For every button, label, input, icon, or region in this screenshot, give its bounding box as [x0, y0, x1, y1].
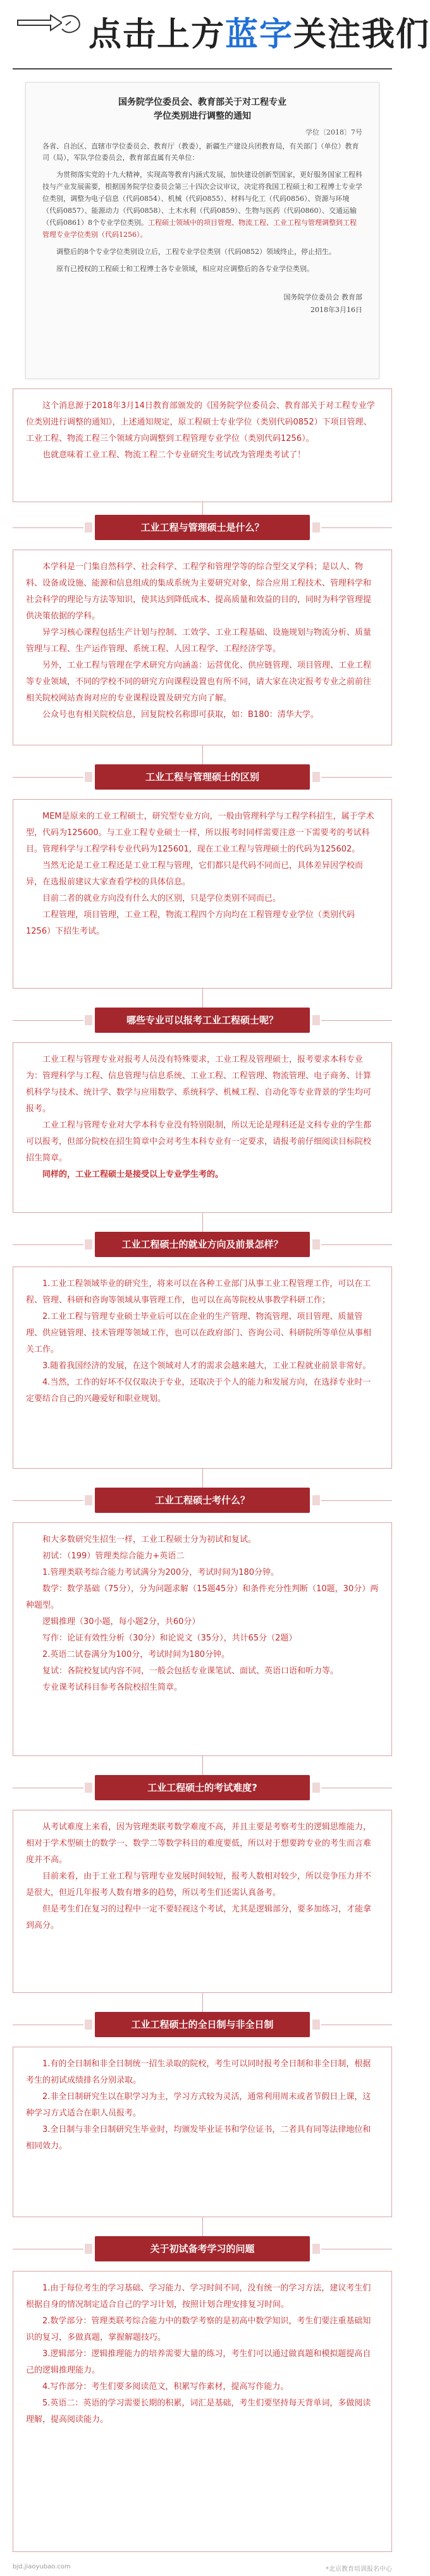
section-heading: 工业工程与管理硕士的区别	[0, 764, 405, 790]
section-heading: 工业工程硕士考什么？	[0, 1488, 405, 1513]
intro-text: 这个消息源于2018年3月14日教育部颁发的《国务院学位委员会、教育部关于对工程专业学位类别进行调整的通知》，上述通知规定，原工程硕士专业学位（类别代码0852）下项目管理、工业工程、物流工程三个领域方向调整到工程管理专业学位（类别代码1256）。	[26, 401, 375, 443]
notice-recipients: 各省、自治区、直辖市学位委员会、教育厅（教委），新疆生产建设兵团教育局，有关部门（单位）教育司（局），军队学位委员会，教育部直属有关单位：	[42, 142, 359, 162]
section-heading: 工业工程与管理硕士是什么？	[0, 515, 405, 540]
pointing-hand-icon	[13, 6, 82, 44]
footer	[0, 2560, 405, 2576]
intro-text-2: 也就意味着工业工程、物流工程二个专业研究生考试改为管理类考试了！	[42, 450, 306, 460]
notice-paragraph: 为贯彻落实党的十九大精神，实现高等教育内涵式发展，加快建设创新型国家，更好服务国家工程科技与产业发展需要，根据国务院学位委员会第三十四次会议审议，决定将我国工程硕士和工程博士专业学位类别，调整为电子信息（代码0854）、机械（代码0855）、材料与化工（代码0856）、资源与环境（代码0857）、能源动力（代码0858）、土木水利（代码0859）、生物与医药（代码0860）、交通运输（代码0861）8个专业学位类别。工程硕士领域中的项目管理、物流工程、工业工程与管理调整到工程管理专业学位类别（代码1256）。	[42, 171, 362, 239]
notice-title: 国务院学位委员会、教育部关于对工程专业 学位类别进行调整的通知	[118, 97, 286, 121]
banner-rule	[13, 68, 392, 69]
banner-suffix: 关注我们	[293, 16, 430, 54]
section-box: 1.有的全日制和非全日制统一招生录取的院校，考生可以同时报考全日制和非全日制，根据考生的初试成绩排名分别录取。 2.非全日制研究生以在职学习为主，学习方式较为灵活，通常利用周末或者节假日上课，这种学习方式适合在职人员报考。 3.全日制与非全日制研究生毕业时，均颁发毕业证书和学位证书，二者具有同等法律地位和相同效力。	[13, 2047, 392, 2217]
intro-box	[13, 388, 392, 502]
banner-prefix: 点击上方	[89, 16, 226, 54]
header-banner	[0, 0, 430, 76]
section-box: 工业工程与管理专业对报考人员没有特殊要求，工业工程及管理硕士，报考要求本科专业为：管理科学与工程、信息管理与信息系统、工业工程、工程管理、物流管理、电子商务、计算机科学与技术、统计学、数学与应用数学、系统科学、机械工程、自动化等专业背景的学生均可报考。 工业工程与管理专业对大学本科专业没有特别限制，所以无论是理科还是文科专业的学生都可以报考，但部分院校在招生简章中会对考生本科专业有一定要求，请报考前仔细阅读目标院校招生简章。 同样的，工业工程硕士是接受以上专业学生考的。	[13, 1042, 392, 1213]
section-box: MEM是原来的工业工程硕士，研究型专业方向，一般由管理科学与工程学科招生，属于学术型，代码为125600。与工业工程专业硕士一样，所以报考时同样需要注意一下需要考的考试科目。管理科学与工程学科专业代码为125601，现在工业工程与管理硕士的代码为125602。 当然无论是工业工程还是工业工程与管理，它们都只是代码不同而已，具体差异因学校而异，在选报前建议大家查看学校的具体信息。 目前二者的就业方向没有什么大的区别，只是学位类别不同而已。 工程管理，项目管理，工业工程，物流工程四个方向均在工程管理专业学位（类别代码1256）下招生考试。	[13, 799, 392, 989]
section-box: 1.由于每位考生的学习基础、学习能力、学习时间不同，没有统一的学习方法，建议考生们根据自身的情况制定适合自己的学习计划，按照计划合理安排复习时间。 2.数学部分：管理类联考综合能力中的数学考察的是初高中数学知识，考生们要注重基础知识的复习，多做真题，掌握解题技巧。 3.逻辑部分：逻辑推理能力的培养需要大量的练习，考生们可以通过做真题和模拟题提高自己的逻辑推理能力。 4.写作部分：考生们要多阅读范文，积累写作素材，提高写作能力。 5.英语二：英语的学习需要长期的积累，词汇是基础，考生们要坚持每天背单词，多做阅读理解，提高阅读能力。	[13, 2271, 392, 2552]
notice-paragraph: 调整后的8个专业学位类别设立后，工程专业学位类别（代码0852）领域终止，停止招生。	[56, 248, 336, 256]
banner-headline	[89, 8, 430, 55]
banner-accent: 蓝字	[225, 16, 294, 54]
notice-paragraph: 原有已授权的工程硕士和工程博士各专业领域，相应对应调整后的各专业学位类别。	[56, 265, 314, 273]
notice-signature: 国务院学位委员会 教育部 2018年3月16日	[283, 293, 362, 314]
section-box: 1.工业工程领域毕业的研究生，将来可以在各种工业部门从事工业工程管理工作，可以在工程、管理、科研和咨询等领域从事管理工作，也可以在高等院校从事教学科研工作； 2.工业工程与管理专业硕士毕业后可以在企业的生产管理、物流管理、项目管理、质量管理、供应链管理、技术管理等领域工作，也可以在政府部门、咨询公司、科研院所等单位从事相关工作。 3.随着我国经济的发展，在这个领域对人才的需求会越来越大，工业工程就业前景非常好。 4.当然，工作的好坏不仅仅取决于专业，还取决于个人的能力和发展方向，在选择专业时一定要结合自己的兴趣爱好和职业规划。	[13, 1267, 392, 1469]
section-box: 本学科是一门集自然科学、社会科学、工程学和管理学等的综合型交叉学科；是以人、物料、设备或设施、能源和信息组成的集成系统为主要研究对象，综合应用工程技术、管理科学和社会科学的理论与方法等知识，使其达到降低成本、提高质量和效益的目的，同时为科学管理提供决策依据的学科。 异学习核心课程包括生产计划与控制、工效学、工业工程基础、设施规划与物流分析、质量管理与工程、生产运作管理、系统工程、人因工程学、工程经济学等。 另外，工业工程与管理在学术研究方向涵盖：运营优化、供应链管理、项目管理、工业工程等专业领域，不同的学校不同的研究方向课程设置也有所不同，请大家在决定报考专业之前前往相关院校网站查询对应的专业课程设置及研究方向了解。 公众号也有相关院校信息，回复院校名称即可获取，如：B180：清华大学。	[13, 550, 392, 745]
official-notice-image	[25, 82, 379, 379]
section-heading: 工业工程硕士的考试难度?	[0, 1775, 405, 1800]
section-heading: 工业工程硕士的就业方向及前景怎样？	[0, 1232, 405, 1257]
section-heading: 哪些专业可以报考工业工程硕士呢？	[0, 1008, 405, 1033]
notice-number: 学位〔2018〕7号	[305, 128, 362, 136]
section-box: 和大多数研究生招生一样，工业工程硕士分为初试和复试。 初试：（199）管理类综合能力+英语二 1.管理类联考综合能力考试满分为200分，考试时间为180分钟。 数学：数学基础（75分），分为问题求解（15题45分）和条件充分性判断（10题，30分）两种题型。 逻辑推理（30小题，每小题2分，共60分） 写作：论证有效性分析（30分）和论说文（35分），共计65分（2题） 2.英语二试卷满分为100分，考试时间为180分钟。 复试：各院校复试内容不同，一般会包括专业课笔试、面试、英语口语和听力等。 专业课考试科目参考各院校招生简章。	[13, 1522, 392, 1756]
section-heading: 关于初试备考学习的问题	[0, 2236, 405, 2261]
section-box: 从考试难度上来看，因为管理类联考数学难度不高，并且主要是考察考生的逻辑思维能力，相对于学术型硕士的数学一、数学二等数学科目的难度要低，所以对于想要跨专业的考生而言难度并不高。 目前来看，由于工业工程与管理专业发展时间较短，报考人数相对较少，所以竞争压力并不是很大，但近几年报考人数有增多的趋势，所以考生们还需认真备考。 但是考生们在复习的过程中一定不要轻视这个考试，尤其是逻辑部分，要多加练习，才能拿到高分。	[13, 1810, 392, 1993]
footer-source: bjd.jiaoyubao.com	[13, 2563, 71, 2570]
section-heading: 工业工程硕士的全日制与非全日制	[0, 2012, 405, 2037]
footer-publisher: *北京教育培训报名中心	[326, 2566, 392, 2573]
